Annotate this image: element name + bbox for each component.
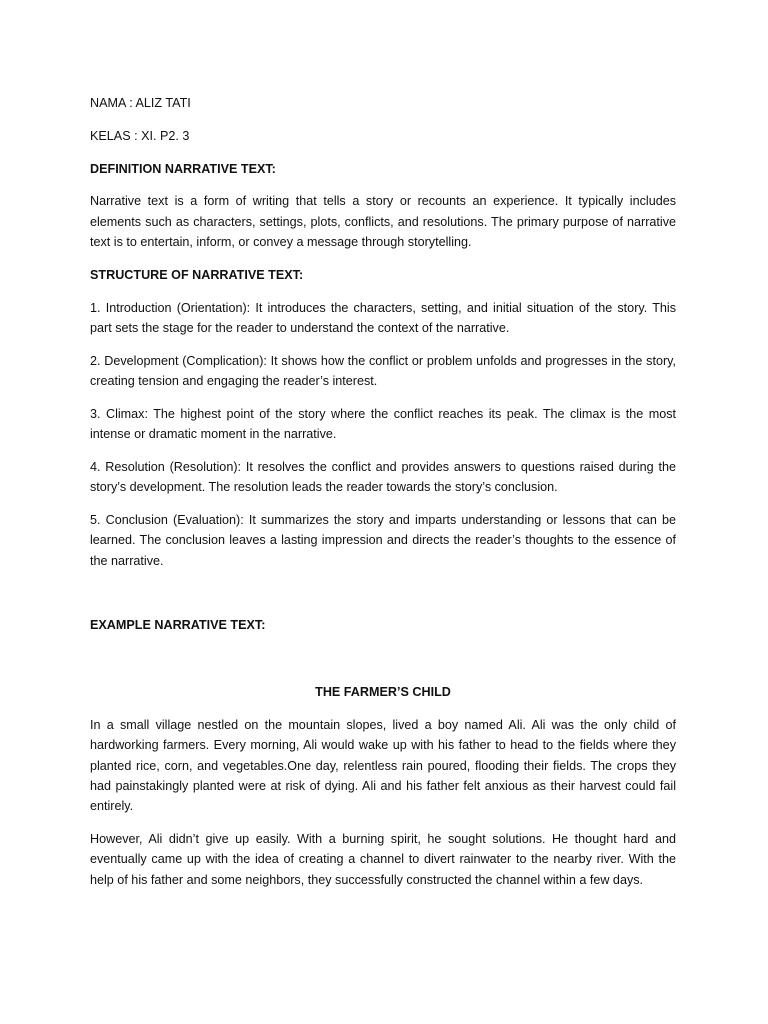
document-page [90, 93, 676, 890]
structure-item-introduction: 1. Introduction (Orientation): It introduces the characters, setting, and initial situation of the story. This part sets the stage for the reader to understand the context of the narrative. [90, 300, 676, 335]
structure-heading: STRUCTURE OF NARRATIVE TEXT: [90, 267, 304, 282]
story-paragraph: However, Ali didn’t give up easily. With a burning spirit, he sought solutions. He thought hard and eventually came up with the idea of creating a channel to divert rainwater to the nearby river. With the help of his father and some neighbors, they successfully constructed the channel within a few days. [90, 831, 676, 887]
structure-item-resolution: 4. Resolution (Resolution): It resolves the conflict and provides answers to questions raised during the story’s development. The resolution leads the reader towards the story’s conclusion. [90, 459, 676, 495]
story-paragraph: In a small village nestled on the mountain slopes, lived a boy named Ali. Ali was the only child of hardworking farmers. Every morning, Ali would wake up with his father to head to the fields where they planted rice, corn, and vegetables.One day, relentless rain poured, flooding their fields. The crops they had painstakingly planted were at risk of dying. Ali and his father felt anxious as their harvest could fail entirely. [90, 717, 676, 814]
student-class: KELAS : XI. P2. 3 [90, 128, 190, 143]
example-heading: EXAMPLE NARRATIVE TEXT: [90, 617, 266, 632]
structure-item-development: 2. Development (Complication): It shows how the conflict or problem unfolds and progresses in the story, creating tension and engaging the reader’s interest. [90, 353, 676, 388]
story-title: THE FARMER’S CHILD [315, 685, 451, 700]
structure-item-climax: 3. Climax: The highest point of the story where the conflict reaches its peak. The climax is the most intense or dramatic moment in the narrative. [90, 406, 676, 442]
definition-heading: DEFINITION NARRATIVE TEXT: [90, 161, 276, 176]
student-name: NAMA : ALIZ TATI [90, 96, 191, 110]
structure-item-conclusion: 5. Conclusion (Evaluation): It summarizes the story and imparts understanding or lessons that can be learned. The conclusion leaves a lasting impression and directs the reader’s thoughts to the essence of the narrative. [90, 512, 676, 568]
definition-paragraph: Narrative text is a form of writing that tells a story or recounts an experience. It typically includes elements such as characters, settings, plots, conflicts, and resolutions. The primary purpose of narrative text is to entertain, inform, or convey a message through storytelling. [90, 194, 676, 249]
